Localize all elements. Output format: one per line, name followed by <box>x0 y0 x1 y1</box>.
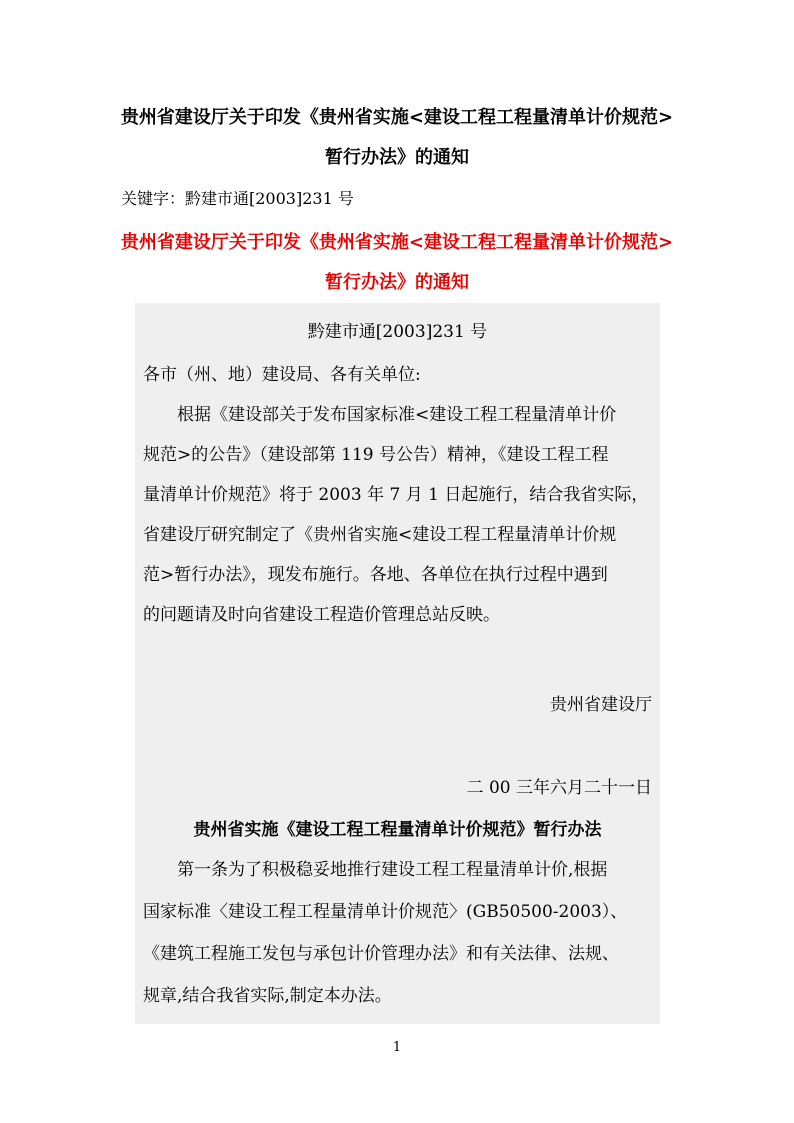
article-line: 规章,结合我省实际,制定本办法。 <box>143 986 392 1006</box>
notice-body-line: 省建设厅研究制定了《贵州省实施<建设工程工程量清单计价规 <box>143 525 617 545</box>
page-number: 1 <box>392 1040 402 1055</box>
article-line: 第一条为了积极稳妥地推行建设工程工程量清单计价,根据 <box>177 860 608 880</box>
notice-body-line: 根据《建设部关于发布国家标准<建设工程工程量清单计价 <box>177 405 617 425</box>
article-line: 《建筑工程施工发包与承包计价管理办法》和有关法律、法规、 <box>143 944 619 964</box>
document-title-line-2: 暂行办法》的通知 <box>325 147 469 168</box>
notice-body-line: 范>暂行办法》，现发布施行。各地、各单位在执行过程中遇到 <box>143 565 608 585</box>
document-number: 黔建市通[2003]231 号 <box>307 322 488 342</box>
keyword-line: 关键字：黔建市通[2003]231 号 <box>121 189 354 208</box>
signature: 贵州省建设厅 <box>550 695 652 715</box>
article-line: 国家标准〈建设工程工程量清单计价规范〉(GB50500-2003）、 <box>143 902 628 922</box>
measures-title: 贵州省实施《建设工程工程量清单计价规范》暂行办法 <box>193 820 602 840</box>
notice-body-line: 的问题请及时向省建设工程造价管理总站反映。 <box>143 605 500 625</box>
notice-body-line: 规范>的公告》（建设部第 119 号公告）精神，《建设工程工程 <box>143 445 609 465</box>
notice-body-line: 量清单计价规范》将于 2003 年 7 月 1 日起施行，结合我省实际， <box>143 485 649 505</box>
issue-date: 二 00 三年六月二十一日 <box>466 778 652 798</box>
document-title-line-1: 贵州省建设厅关于印发《贵州省实施<建设工程工程量清单计价规范> <box>120 107 674 128</box>
red-title-line-1: 贵州省建设厅关于印发《贵州省实施<建设工程工程量清单计价规范> <box>120 232 674 253</box>
addressee: 各市（州、地）建设局、各有关单位: <box>143 365 421 385</box>
red-title-line-2: 暂行办法》的通知 <box>325 272 469 293</box>
notice-panel <box>135 303 660 1024</box>
